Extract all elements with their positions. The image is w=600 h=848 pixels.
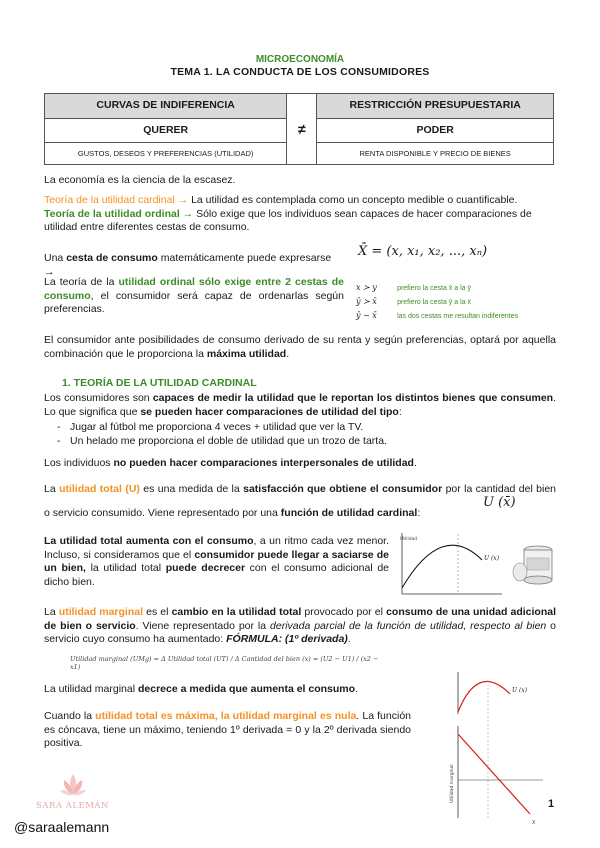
max-utility-paragraph	[44, 334, 556, 361]
topic-title: TEMA 1. LA CONDUCTA DE LOS CONSUMIDORES	[170, 66, 430, 78]
mu-pre: La	[44, 606, 59, 618]
right-desc: RENTA DISPONIBLE Y PRECIO DE BIENES	[317, 143, 554, 165]
max-utility-bold: máxima utilidad	[206, 347, 287, 360]
mu-term: utilidad marginal	[58, 606, 143, 618]
total-utility-curve	[402, 545, 482, 588]
s1-p2-a: Los individuos	[44, 457, 114, 469]
lotus-logo-icon	[58, 770, 88, 800]
ordinal-para-pre: La teoría de la	[44, 276, 119, 288]
tu-term: utilidad total (U)	[59, 483, 140, 495]
g1-curve-label: U (x)	[484, 555, 500, 562]
s1-a: Los consumidores son	[44, 392, 153, 404]
tu2-b2: consumidor puede llegar a saciarse de un bien,	[44, 548, 389, 575]
max-utility-pre: El consumidor ante posibilidades de consumo derivado de su renta y según preferencias, optará por aquella combinación que le proporciona la	[44, 334, 556, 360]
comparison-table	[44, 93, 554, 165]
mu-end: .	[347, 633, 351, 646]
mu-t1: es el	[143, 606, 172, 618]
preference-list	[356, 280, 566, 322]
s1-c: . Lo que significa que	[44, 392, 556, 418]
ordinal-text: Sólo exige que los individuos sean capaces de hacer comparaciones de utilidad entre diferentes cestas de consumo.	[44, 207, 532, 234]
md-pre: La utilidad marginal	[44, 683, 138, 695]
md-post: .	[355, 683, 358, 695]
g1-ylabel: Utilidad	[400, 537, 418, 542]
right-key: PODER	[317, 119, 554, 143]
max-utility-post: .	[286, 347, 290, 360]
tu-pre: La	[44, 483, 60, 495]
s1-d: se pueden hacer comparaciones de utilidad del tipo	[140, 405, 399, 418]
md-bold: decrece a medida que aumenta el consumo	[137, 683, 356, 695]
mp-term: utilidad total es máxima, la utilidad marginal es nula	[95, 710, 357, 722]
food-can-icon	[513, 546, 552, 584]
total-utility-paragraph	[44, 478, 556, 525]
not-equal-symbol: ≠	[287, 94, 317, 165]
g3-marginal-line	[458, 734, 530, 814]
mu-t2: provocado por el	[301, 606, 387, 618]
g3-ylabel: Utilidad marginal	[450, 764, 455, 803]
basket-pre: Una	[44, 252, 67, 264]
mu-b2: consumo de una unidad adicional de bien o servicio	[44, 606, 557, 632]
s1-e: :	[398, 405, 402, 418]
cardinal-text: La utilidad es contemplada como un concepto medible o cuantificable.	[188, 194, 518, 206]
ordinal-para-post: , el consumidor será capaz de ordenarlas según preferencias.	[44, 289, 344, 316]
s1-p2-b: no pueden hacer comparaciones interpersonales de utilidad	[113, 457, 414, 469]
g3-xlabel: X	[532, 820, 536, 826]
brand-name: SARA ALEMÁN	[36, 801, 109, 811]
marginal-utility-graphs	[448, 668, 558, 828]
marginal-utility-formula: Utilidad marginal (UMg) = Δ Utilidad total (UT) / Δ Cantidad del bien (x) = (U2 − U1) / (x2 − x1)	[70, 655, 379, 672]
g2-curve	[458, 682, 510, 712]
mu-formula-label: FÓRMULA: (1º derivada)	[226, 633, 348, 646]
tu2-b1: La utilidad total aumenta con el consumo	[44, 535, 254, 547]
total-utility-behaviour	[44, 535, 389, 590]
ordinal-paragraph	[44, 276, 344, 317]
mu-t4: o servicio cuyo consumo ha aumentado:	[44, 619, 556, 646]
mu-b1: cambio en la utilidad total	[171, 606, 302, 618]
section1-paragraph	[44, 392, 556, 419]
preference-item: ȳ ≻ x̄ prefiero la cesta ȳ a la x̄	[356, 297, 471, 306]
mu-t3: . Viene representado por la	[135, 619, 271, 632]
list-item: - Jugar al fútbol me proporciona 4 veces + utilidad que ver la TV.	[52, 421, 564, 435]
tu-bold2: función de utilidad cardinal	[280, 506, 418, 519]
tu-bold: satisfacción que obtiene el consumidor	[243, 483, 443, 495]
mp-post: . La función es cóncava, tiene un máximo, teniendo 1º derivada = 0 y la 2º derivada siendo positiva.	[44, 710, 411, 750]
intro-text: La economía es la ciencia de la escasez.	[44, 174, 236, 186]
tu2-t1: , a un ritmo cada vez menor. Incluso, si consideramos que el	[44, 535, 390, 561]
basket-formula: X̄ = (x, x₁, x₂, ..., xₙ)	[358, 244, 488, 259]
utility-function-formula: U (x̄)	[483, 495, 516, 510]
list-item: - Un helado me proporciona el doble de utilidad que un trozo de tarta.	[52, 435, 564, 449]
left-title: CURVAS DE INDIFERENCIA	[45, 94, 287, 119]
social-handle: @saraalemann	[14, 819, 110, 835]
cardinal-label: Teoría de la utilidad cardinal →	[44, 194, 189, 206]
preference-item: ȳ ~ x̄ las dos cestas me resultan indiferentes	[356, 311, 519, 320]
s1-p2-c: .	[413, 457, 417, 469]
interpersonal-paragraph	[44, 457, 556, 471]
left-key: QUERER	[45, 119, 287, 143]
mp-pre: Cuando la	[44, 710, 96, 722]
tu2-t3: con el consumo adicional de dicho bien.	[44, 562, 389, 588]
mu-i1: derivada parcial de la función de utilidad, respecto al bien	[270, 619, 547, 632]
examples-list	[52, 421, 564, 448]
tu2-t2: la utilidad total	[85, 562, 166, 575]
marginal-utility-paragraph	[44, 606, 556, 647]
max-point-paragraph	[44, 710, 411, 751]
preference-item: x ≻ y prefiero la cesta x̄ a la ȳ	[356, 283, 471, 292]
tu-post: por la cantidad del bien o servicio consumido. Viene representado por una	[44, 483, 557, 519]
right-title: RESTRICCIÓN PRESUPUESTARIA	[317, 94, 554, 119]
tu-end: :	[417, 506, 421, 519]
left-desc: GUSTOS, DESEOS Y PREFERENCIAS (UTILIDAD)	[45, 143, 287, 165]
ordinal-label: Teoría de la utilidad ordinal →	[44, 207, 194, 220]
ordinal-para-highlight: utilidad ordinal sólo exige entre 2 cestas de consumo	[44, 276, 344, 302]
tu2-b3: puede decrecer	[165, 562, 246, 575]
section-title: 1. TEORÍA DE LA UTILIDAD CARDINAL	[62, 377, 257, 389]
total-utility-graph	[392, 528, 562, 598]
s1-b: capaces de medir la utilidad que le reportan los distintos bienes que consumen	[152, 392, 554, 404]
tu-mid: es una medida de la	[139, 483, 244, 495]
page-number: 1	[548, 798, 555, 810]
basket-post: matemáticamente puede expresarse →	[44, 252, 332, 278]
theory-definitions	[44, 194, 556, 235]
g2-curve-label: U (x)	[512, 687, 528, 694]
basket-bold: cesta de consumo	[66, 252, 158, 264]
subject-title: MICROECONOMÍA	[255, 54, 345, 65]
